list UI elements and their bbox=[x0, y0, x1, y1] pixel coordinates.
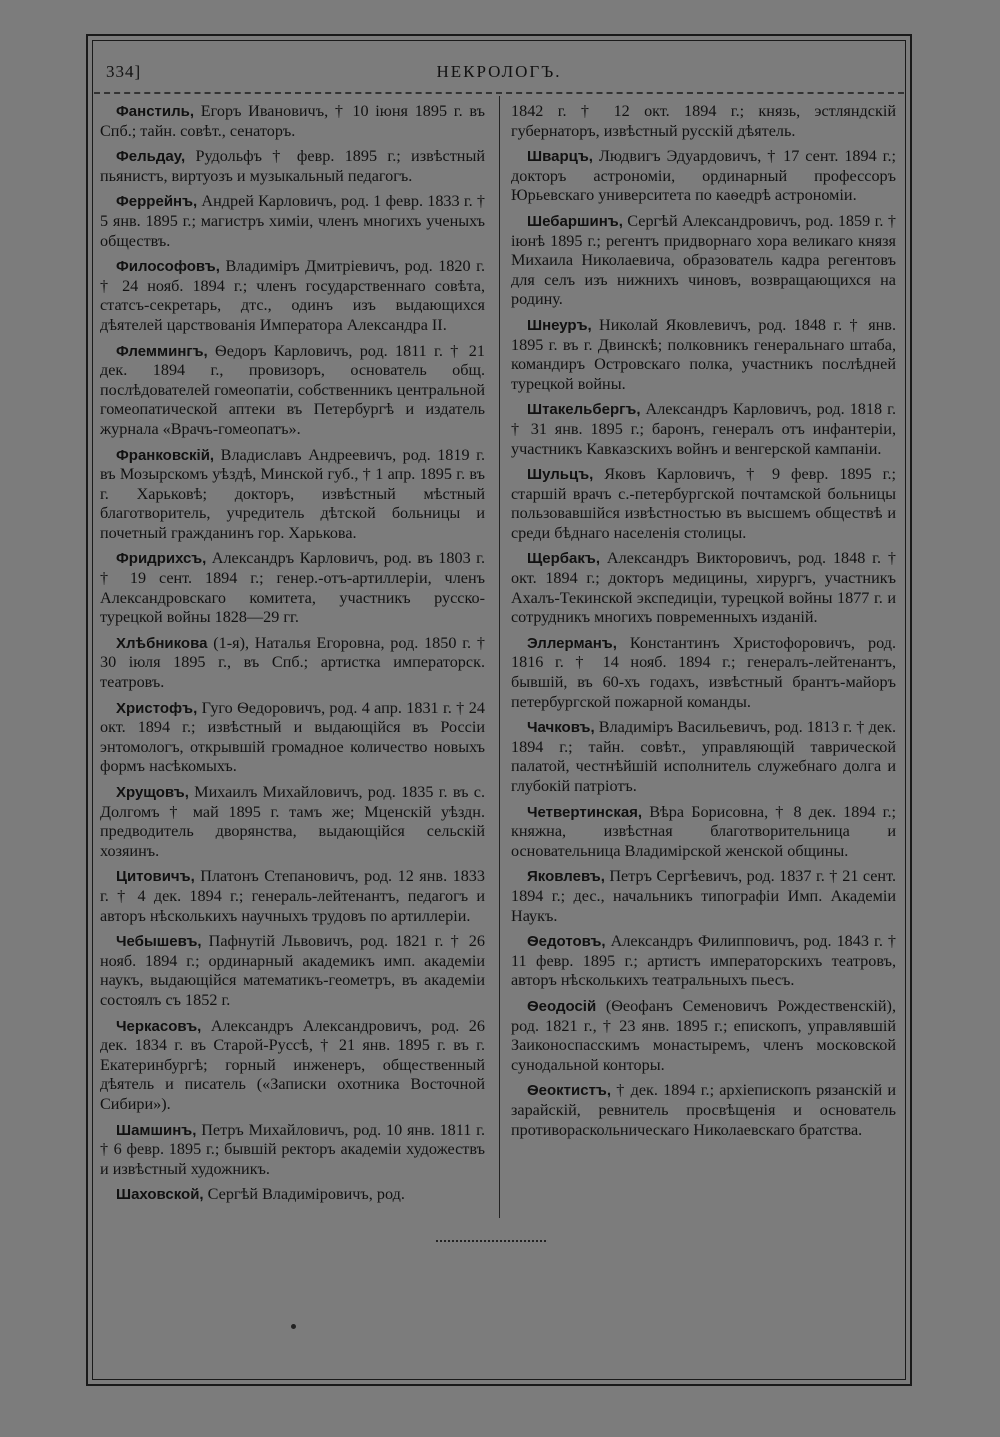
entry-text: Сергѣй Владиміровичъ, род. bbox=[203, 1185, 405, 1204]
obituary-entry bbox=[511, 549, 896, 627]
obituary-entry bbox=[100, 1185, 485, 1205]
obituary-entry bbox=[511, 465, 896, 543]
obituary-entry bbox=[511, 718, 896, 796]
obituary-entry bbox=[100, 147, 485, 186]
running-title: НЕКРОЛОГЪ. bbox=[436, 62, 562, 81]
obituary-entry bbox=[100, 192, 485, 251]
entry-text: Константинъ Христофоровичъ, род. 1816 г. † 14 нояб. 1894 г.; генералъ-лейтенантъ, бывшій, въ 60-хъ годахъ, извѣстный брантъ-майоръ петербургской пожарной команды. bbox=[511, 633, 896, 711]
entry-text: 1842 г. † 12 окт. 1894 г.; князь, эстляндскій губернаторъ, извѣстный русскій дѣятель. bbox=[511, 102, 896, 140]
entry-name: Ѳедотовъ, bbox=[527, 933, 606, 951]
obituary-entry bbox=[100, 932, 485, 1010]
entry-name: Четвертинская, bbox=[527, 803, 643, 821]
entry-text: † дек. 1894 г.; архіепископъ рязанскій и зарайскій, ревнитель просвѣщенія и основатель противораскольническаго Николаевскаго братства. bbox=[511, 1081, 896, 1139]
entry-text: Михаилъ Михайловичъ, род. 1835 г. въ с. Долгомъ † май 1895 г. тамъ же; Мценскій уѣздн. предводитель дворянства, выдающійся сельскій хозяинъ. bbox=[100, 783, 485, 860]
obituary-entry bbox=[511, 803, 896, 862]
obituary-entry bbox=[100, 446, 485, 544]
obituary-entry bbox=[100, 1017, 485, 1115]
obituary-entry bbox=[511, 147, 896, 206]
entry-text: Александръ Александровичъ, род. 26 дек. 1834 г. въ Старой-Руссѣ, † 21 янв. 1895 г. въ г. Екатеринбургѣ; горный инженеръ, общественный дѣятель и писатель («Записки охотника Восточной Сибири»). bbox=[100, 1016, 485, 1113]
entry-name: Эллерманъ, bbox=[527, 634, 617, 652]
obituary-entry bbox=[511, 316, 896, 394]
entry-text: Егоръ Ивановичъ, † 10 іюня 1895 г. въ Спб.; тайн. совѣт., сенаторъ. bbox=[100, 102, 485, 140]
obituary-entry bbox=[511, 867, 896, 926]
entry-name: Яковлевъ, bbox=[527, 868, 605, 886]
obituary-entry bbox=[100, 342, 485, 440]
entry-text: Александръ Карловичъ, род. въ 1803 г. † 19 сент. 1894 г.; генер.-отъ-артиллеріи, членъ Александровскаго комитета, участникъ русско-турецкой войны 1828—29 гг. bbox=[100, 549, 485, 627]
entry-text: Сергѣй Александровичъ, род. 1859 г. † іюнѣ 1895 г.; регентъ придворнаго хора великаго князя Михаила Николаевича, образователь кадра регентовъ для селъ изъ нижнихъ чиновъ, возвращающихся на родину. bbox=[511, 211, 896, 309]
entry-name: Флеммингъ, bbox=[116, 342, 208, 360]
entry-text: Александръ Карловичъ, род. 1818 г. † 31 янв. 1895 г.; баронъ, генералъ отъ инфантеріи, участникъ Кавказскихъ войнъ и венгерской кампаніи. bbox=[511, 400, 896, 458]
obituary-entry bbox=[100, 1121, 485, 1180]
entry-name: Ѳеодосій bbox=[527, 997, 597, 1015]
right-column bbox=[511, 102, 896, 1146]
entry-name: Чачковъ, bbox=[527, 719, 595, 737]
running-header bbox=[106, 62, 892, 92]
entry-name: Феррейнъ, bbox=[116, 193, 198, 211]
entry-text: Рудольфъ † февр. 1895 г.; извѣстный пьянистъ, виртуозъ и музыкальный педагогъ. bbox=[100, 147, 485, 185]
entry-text: Платонъ Степановичъ, род. 12 янв. 1833 г. † 4 дек. 1894 г.; генераль-лейтенантъ, педагогъ и авторъ нѣсколькихъ научныхъ трудовъ по артиллеріи. bbox=[100, 867, 485, 925]
entry-name: Шульцъ, bbox=[527, 466, 594, 484]
obituary-entry bbox=[511, 102, 896, 141]
obituary-entry bbox=[100, 257, 485, 335]
entry-name: Щербакъ, bbox=[527, 550, 601, 568]
obituary-entry bbox=[100, 102, 485, 141]
end-ornament bbox=[436, 1240, 546, 1242]
entry-text: Александръ Филипповичъ, род. 1843 г. † 11 февр. 1895 г.; артистъ императорскихъ театровъ, авторъ нѣсколькихъ театральныхъ пьесъ. bbox=[511, 932, 896, 990]
entry-text: (1-я), Наталья Егоровна, род. 1850 г. † 30 іюля 1895 г., въ Спб.; артистка императорск. театровъ. bbox=[100, 633, 485, 692]
entry-name: Шнеуръ, bbox=[527, 316, 592, 334]
entry-name: Шварцъ, bbox=[527, 148, 593, 166]
obituary-entry bbox=[100, 549, 485, 627]
entry-name: Шамшинъ, bbox=[116, 1121, 197, 1139]
entry-text: (Ѳеофанъ Семеновичъ Рождественскій), род. 1821 г., † 23 янв. 1895 г.; епископъ, управлявшій Заиконоспасскимъ монастыремъ, членъ московской сунодальной конторы. bbox=[511, 996, 896, 1074]
entry-name: Франковскій, bbox=[116, 446, 215, 464]
entry-name: Фельдау, bbox=[116, 148, 186, 166]
entry-name: Хлѣбникова bbox=[116, 634, 208, 652]
entry-text: Пафнутій Львовичъ, род. 1821 г. † 26 нояб. 1894 г.; ординарный академикъ имп. академіи наукъ, выдающійся математикъ-геометръ, въ академіи состоялъ съ 1852 г. bbox=[100, 932, 485, 1009]
entry-text: Николай Яковлевичъ, род. 1848 г. † янв. 1895 г. въ г. Двинскѣ; полковникъ генеральнаго штаба, командиръ Островскаго полка, участникъ послѣдней турецкой войны. bbox=[511, 315, 896, 393]
entry-text: Людвигъ Эдуардовичъ, † 17 сент. 1894 г.; докторъ астрономіи, ординарный профессоръ Юрьевскаго университета по каѳедрѣ астрономіи. bbox=[511, 147, 896, 205]
entry-name: Цитовичъ, bbox=[116, 868, 195, 886]
obituary-entry bbox=[511, 932, 896, 991]
obituary-entry bbox=[100, 634, 485, 693]
obituary-entry bbox=[511, 400, 896, 459]
obituary-entry bbox=[100, 699, 485, 777]
obituary-entry bbox=[511, 997, 896, 1075]
obituary-entry bbox=[100, 783, 485, 861]
entry-text: Андрей Карловичъ, род. 1 февр. 1833 г. † 5 янв. 1895 г.; магистръ химіи, членъ многихъ ученыхъ обществъ. bbox=[100, 192, 485, 250]
entry-text: Яковъ Карловичъ, † 9 февр. 1895 г.; старшій врачъ с.-петербургской почтамской больницы пользовавшійся извѣстностью въ высшемъ обществѣ и среди бѣднаго населенія столицы. bbox=[511, 465, 896, 542]
entry-name: Философовъ, bbox=[116, 258, 220, 276]
obituary-entry bbox=[511, 634, 896, 712]
entry-name: Хрущовъ, bbox=[116, 784, 189, 801]
entry-name: Фридрихсъ, bbox=[116, 550, 207, 568]
entry-name: Черкасовъ, bbox=[116, 1017, 202, 1035]
page-number: 334] bbox=[106, 62, 142, 81]
entry-name: Шаховской, bbox=[116, 1186, 204, 1204]
entry-text: Петръ Михайловичъ, род. 10 янв. 1811 г. † 6 февр. 1895 г.; бывшій ректоръ академіи художествъ и извѣстный художникъ. bbox=[100, 1120, 485, 1178]
entry-text: Ѳедоръ Карловичъ, род. 1811 г. † 21 дек. 1894 г., провизоръ, основатель общ. послѣдователей гомеопатіи, собственникъ центральной гомеопатической аптеки въ Петербургѣ и издатель журнала «Врачъ-гомеопатъ». bbox=[100, 341, 485, 438]
column-divider bbox=[499, 96, 500, 1218]
entry-name: Христофъ, bbox=[116, 699, 198, 717]
entry-name: Штакельбергъ, bbox=[527, 401, 641, 419]
left-column bbox=[100, 102, 485, 1211]
entry-text: Владиміръ Дмитріевичъ, род. 1820 г. † 24 нояб. 1894 г.; членъ государственнаго совѣта, статсъ-секретарь, дтс., одинъ изъ выдающихся дѣятелей царствованія Императора Александра II. bbox=[100, 257, 485, 334]
obituary-entry bbox=[511, 212, 896, 310]
entry-text: Вѣра Борисовна, † 8 дек. 1894 г.; княжна, извѣстная благотворительница и основательница Владимірской женской общины. bbox=[511, 802, 896, 860]
entry-name: Ѳеоктистъ, bbox=[527, 1082, 612, 1100]
entry-text: Петръ Сергѣевичъ, род. 1837 г. † 21 сент. 1894 г.; дес., начальникъ типографіи Имп. Академіи Наукъ. bbox=[511, 867, 896, 925]
entry-name: Фанстиль, bbox=[116, 103, 195, 120]
obituary-entry bbox=[511, 1081, 896, 1140]
entry-text: Владиславъ Андреевичъ, род. 1819 г. въ Мозырскомъ уѣздѣ, Минской губ., † 1 апр. 1895 г. въ г. Харьковѣ; докторъ, извѣстный мѣстный благотворитель, учредитель дѣтской больницы и почетный гражданинъ гор. Харькова. bbox=[100, 445, 485, 542]
entry-name: Шебаршинъ, bbox=[527, 212, 623, 230]
entry-name: Чебышевъ, bbox=[116, 933, 202, 951]
ink-speck bbox=[291, 1324, 296, 1329]
entry-text: Гуго Ѳедоровичъ, род. 4 апр. 1831 г. † 24 окт. 1894 г.; извѣстный и выдающійся въ Россіи энтомологъ, открывшій громадное количество новыхъ формъ насѣкомыхъ. bbox=[100, 698, 485, 776]
entry-text: Владиміръ Васильевичъ, род. 1813 г. † дек. 1894 г.; тайн. совѣт., управляющій таврической палатой, честнѣйшій исполнитель служебнаго долга и глубокій патріотъ. bbox=[511, 718, 896, 795]
obituary-entry bbox=[100, 867, 485, 926]
page bbox=[86, 34, 912, 1386]
entry-text: Александръ Викторовичъ, род. 1848 г. † окт. 1894 г.; докторъ медицины, хирургъ, участникъ Ахалъ-Текинской экспедиціи, турецкой войны 1877 г. и сотрудникъ многихъ повременныхъ изданій. bbox=[511, 549, 896, 627]
